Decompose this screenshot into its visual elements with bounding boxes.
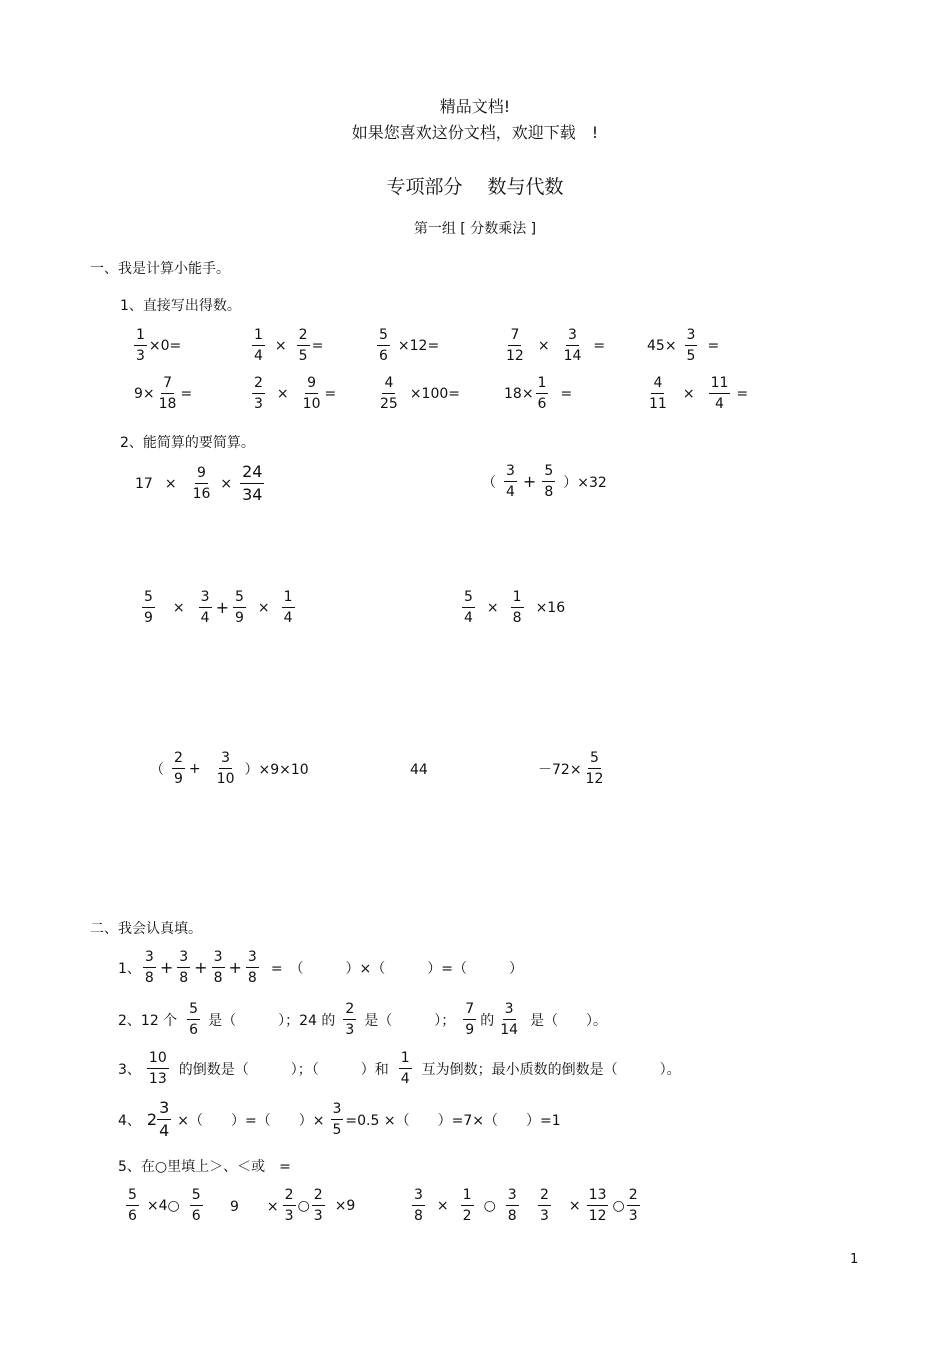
- q1-r1-item-4: $\frac{7}{12}$ × $\frac{3}{14}$ =: [506, 327, 606, 364]
- q2-expr-d: $\frac{5}{4}$ × $\frac{1}{8}$ ×16: [464, 589, 566, 626]
- header-line-2: 如果您喜欢这份文档，欢迎下载 !: [351, 123, 599, 142]
- q1-r2-item-1: 9× $\frac{7}{18}$ =: [134, 375, 193, 412]
- q1-r2-item-2: $\frac{2}{3}$ × $\frac{9}{10}$ =: [254, 375, 337, 412]
- fill-q4: 4、 2 $\frac{3}{4}$ ×（ ）=（ ）× $\frac{3}{5}$ =0.5 ×（ ）=7×（ ）=1: [118, 1098, 561, 1140]
- fill-q2: 2、12 个 $\frac{5}{6}$ 是（ ）；24 的 $\frac{2}{3}$ 是（ ）； $\frac{7}{9}$ 的 $\frac{3}{14}$ 是（ ）。: [118, 1001, 608, 1038]
- q1-r1-item-5: 45× $\frac{3}{5}$ =: [647, 327, 720, 364]
- compare-b: 9 × $\frac{2}{3}$ ○ $\frac{2}{3}$ ×9: [230, 1187, 356, 1224]
- q1-r1-item-2: $\frac{1}{4}$ × $\frac{2}{5}$ =: [254, 327, 324, 364]
- section-1-heading: 一、我是计算小能手。: [90, 261, 230, 277]
- header-line-1: 精品文档!: [439, 97, 511, 116]
- compare-a: $\frac{5}{6}$ ×4○ $\frac{5}{6}$: [128, 1187, 201, 1224]
- section-2-heading: 二、我会认真填。: [90, 921, 202, 937]
- fill-q1: 1、 $\frac{3}{8}$ + $\frac{3}{8}$ + $\frac{3}{8}$ + $\frac{3}{8}$ = （ ）×（ ）=（ ）: [118, 949, 524, 986]
- fill-q5-heading: 5、在○里填上＞、＜或 =: [118, 1159, 291, 1175]
- q1-r2-item-5: $\frac{4}{11}$ × $\frac{11}{4}$ =: [649, 375, 749, 412]
- page-number: 1: [850, 1252, 859, 1267]
- compare-d: $\frac{2}{3}$ × $\frac{13}{12}$ ○ $\frac{2}{3}$: [540, 1187, 638, 1224]
- q2-expr-c: $\frac{5}{9}$ × $\frac{3}{4}$ + $\frac{5}{9}$ × $\frac{1}{4}$: [144, 589, 293, 626]
- q2-expr-f: 44: [410, 762, 428, 778]
- q1-r1-item-3: $\frac{5}{6}$ ×12=: [379, 327, 440, 364]
- q2-expr-g: －72× $\frac{5}{12}$: [538, 750, 604, 787]
- q2-expr-a: 17 × $\frac{9}{16}$ × $\frac{24}{34}$: [135, 462, 263, 504]
- q1-r1-item-1: $\frac{1}{3}$ ×0=: [136, 327, 182, 364]
- q1-r2-item-3: $\frac{4}{25}$ ×100=: [380, 375, 461, 412]
- page-title: 专项部分 数与代数: [386, 176, 564, 198]
- q2-heading: 2、能简算的要简算。: [120, 435, 255, 451]
- q2-expr-e: （ $\frac{2}{9}$ + $\frac{3}{10}$ ）×9×10: [150, 750, 309, 787]
- fill-q3: 3、 $\frac{10}{13}$ 的倒数是（ ）；（ ）和 $\frac{1}{4}$ 互为倒数；最小质数的倒数是（ ）。: [118, 1050, 681, 1087]
- q2-expr-b: （ $\frac{3}{4}$ + $\frac{5}{8}$ ）×32: [482, 463, 607, 500]
- compare-c: $\frac{3}{8}$ × $\frac{1}{2}$ ○ $\frac{3}{8}$: [414, 1187, 517, 1224]
- page-subtitle: 第一组 [ 分数乘法 ]: [413, 221, 537, 237]
- q1-r2-item-4: 18× $\frac{1}{6}$ =: [504, 375, 573, 412]
- q1-heading: 1、直接写出得数。: [120, 298, 241, 314]
